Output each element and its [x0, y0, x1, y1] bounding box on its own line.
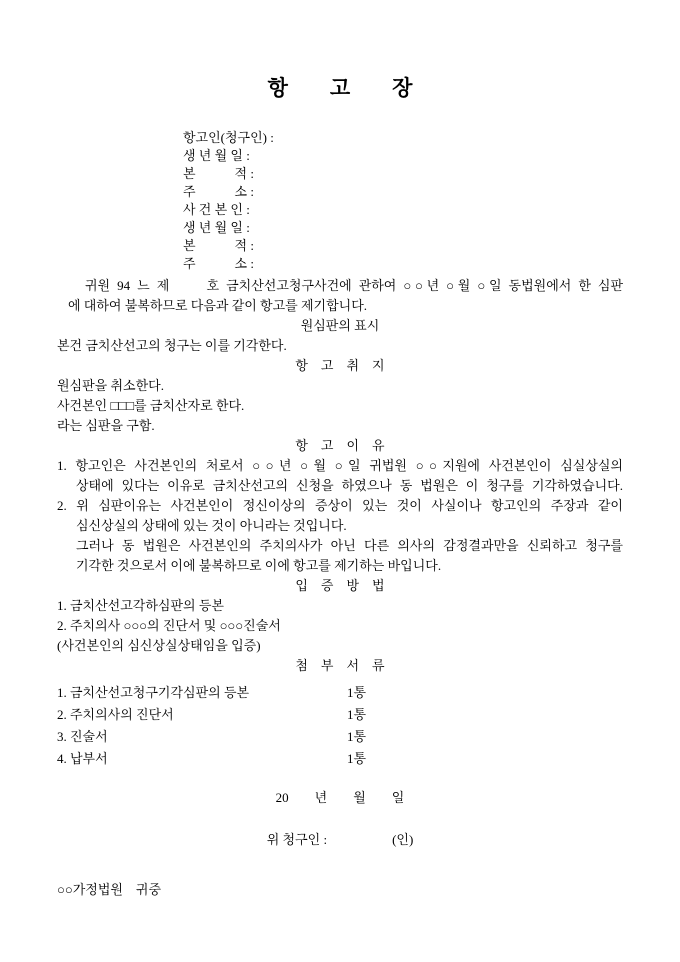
attachment-row: [57, 748, 623, 770]
purpose-line-3: 라는 심판을 구함.: [57, 418, 155, 433]
intro-line-1: 귀원 94 느 제 호 금치산선고청구사건에 관하여 ○○년 ○월 ○일 동법원에서 한 심판: [85, 278, 623, 293]
party-field-birthdate-2: 생 년 월 일 :: [183, 220, 250, 235]
reason-2-line-2: 심신상실의 상태에 있는 것이 아니라는 것입니다.: [76, 518, 347, 533]
reason-2-line-4: 기각한 것으로서 이에 불복하므로 이에 항고를 제기하는 바입니다.: [76, 558, 442, 573]
attachment-row: [57, 726, 623, 748]
heading-evidence-method: 입 증 방 법: [295, 578, 385, 593]
party-field-subject-person: 사 건 본 인 :: [183, 202, 250, 217]
heading-original-ruling: 원심판의 표시: [300, 318, 380, 333]
intro-line-2: 에 대하여 불복하므로 다음과 같이 항고를 제기합니다.: [68, 298, 368, 313]
court-line: ○○가정법원 귀중: [57, 882, 162, 897]
attachment-count: 1통: [347, 751, 367, 766]
attachment-row: [57, 704, 623, 726]
party-field-domicile-2: 본 적 :: [183, 238, 254, 253]
evidence-note: (사건본인의 심신상실상태임을 입증): [57, 638, 261, 653]
original-ruling-text: 본건 금치산선고의 청구는 이를 기각한다.: [57, 338, 287, 353]
heading-appeal-reasons: 항 고 이 유: [295, 438, 385, 453]
heading-attached-documents: 첨 부 서 류: [295, 658, 385, 673]
purpose-line-2: 사건본인 □□□를 금치산자로 한다.: [57, 398, 245, 413]
attachment-label: 4. 납부서: [57, 751, 108, 766]
attachment-row: [57, 682, 623, 704]
party-field-address: 주 소 :: [183, 184, 254, 199]
evidence-item-2: 2. 주치의사 ○○○의 진단서 및 ○○○진술서: [57, 618, 281, 633]
reason-1-line-1: 1. 항고인은 사건본인의 처로서 ○○년 ○월 ○일 귀법원 ○○지원에 사건본인이 심실상실의: [57, 458, 623, 473]
reason-2-line-1: 2. 위 심판이유는 사건본인이 정신이상의 증상이 있는 것이 사실이나 항고인의 주장과 같이: [57, 498, 623, 513]
attachment-count: 1통: [347, 729, 367, 744]
attachments-list: [57, 682, 623, 770]
party-field-appellant: 항고인(청구인) :: [183, 130, 274, 145]
date-line: 20 년 월 일: [275, 790, 405, 805]
reason-1-line-2: 상태에 있다는 이유로 금치산선고의 신청을 하였으나 동 법원은 이 청구를 기각하였습니다.: [76, 478, 623, 493]
reason-2-line-3: 그러나 동 법원은 사건본인의 주치의사가 아닌 다른 의사의 감정결과만을 신뢰하고 청구를: [76, 538, 623, 553]
party-field-address-2: 주 소 :: [183, 256, 254, 271]
heading-appeal-purpose: 항 고 취 지: [295, 358, 385, 373]
party-field-domicile: 본 적 :: [183, 166, 254, 181]
attachment-label: 1. 금치산선고청구기각심판의 등본: [57, 685, 250, 700]
signature-line: 위 청구인 : (인): [266, 832, 414, 847]
attachment-count: 1통: [347, 707, 367, 722]
attachment-count: 1통: [347, 685, 367, 700]
attachment-label: 2. 주치의사의 진단서: [57, 707, 174, 722]
document-title: 항 고 장: [267, 76, 413, 100]
parties-block: [183, 129, 623, 273]
party-field-birthdate: 생 년 월 일 :: [183, 148, 250, 163]
document-body: [57, 276, 623, 900]
attachment-label: 3. 진술서: [57, 729, 108, 744]
evidence-item-1: 1. 금치산선고각하심판의 등본: [57, 598, 224, 613]
purpose-line-1: 원심판을 취소한다.: [57, 378, 164, 393]
